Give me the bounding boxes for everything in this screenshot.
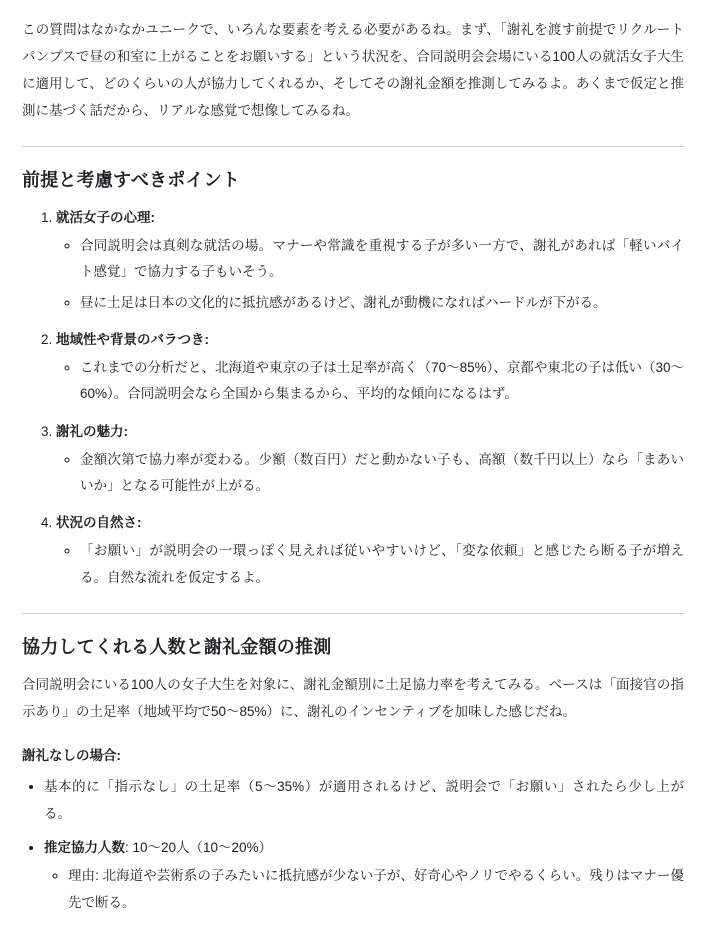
list-item [44, 835, 684, 916]
sub-list [44, 863, 684, 916]
estimate-list [22, 774, 684, 916]
list-item: ◦ 昼に土足は日本の文化的に抵抗感があるけど、謝礼が動機になればハードルが下がる。 [80, 290, 684, 316]
sub-list [56, 233, 684, 316]
list-item: ◦ 理由: 北海道や芸術系の子みたいに抵抗感が少ない子が、好奇心やノリでやるくらい。残りはマナー優先で断る。 [68, 863, 684, 916]
sub-list [56, 447, 684, 500]
list-item: ◦ 合同説明会は真剣な就活の場。マナーや常識を重視する子が多い一方で、謝礼があれば「軽いバイト感覚」で協力する子もいそう。 [80, 233, 684, 286]
premise-list [22, 204, 684, 591]
list-item [56, 418, 684, 500]
list-item-text: : 10〜20人（10〜20%） [125, 840, 273, 856]
list-item-text: 基本的に「指示なし」の土足率（5〜35%）が適用されるけど、説明会で「お願い」されたら少し上がる。 [44, 779, 684, 821]
list-item-heading: 就活女子の心理: [56, 210, 155, 225]
list-item-label: 推定協力人数 [44, 840, 125, 856]
list-item [44, 774, 684, 827]
section-2-heading: 協力してくれる人数と謝礼金額の推測 [22, 636, 332, 657]
section-2-subheading: 謝礼なしの場合: [22, 747, 121, 763]
list-item [56, 204, 684, 316]
list-item [56, 509, 684, 591]
sub-list [56, 538, 684, 591]
list-item-heading: 状況の自然さ: [56, 515, 142, 531]
list-item: ◦ これまでの分析だと、北海道や東京の子は土足率が高く（70〜85%）、京都や東北の子は低い（30〜60%）。合同説明会なら全国から集まるから、平均的な傾向になるはず。 [80, 355, 684, 408]
section-1-heading: 前提と考慮すべきポイント [22, 170, 241, 190]
list-item: ◦ 金額次第で協力率が変わる。少額（数百円）だと動かない子も、高額（数千円以上）なら「まあいいか」となる可能性が上がる。 [80, 447, 684, 500]
sub-list [56, 355, 684, 408]
list-item-heading: 地域性や背景のバラつき: [56, 331, 209, 347]
section-2-body: 合同説明会にいる100人の女子大生を対象に、謝礼金額別に土足協力率を考えてみる。ベースは「面接官の指示あり」の土足率（地域平均で50〜85%）に、謝礼のインセンティブを加味した感じだね。 [22, 676, 684, 719]
intro-paragraph: この質問はなかなかユニークで、いろんな要素を考える必要があるね。まず、「謝礼を渡す前提でリクルートパンプスで昼の和室に上がることをお願いする」という状況を、合同説明会会場にいる100人の就活女子大生に適用して、どのくらいの人が協力してくれるか、そしてその謝礼金額を推測してみるよ。あくまで仮定と推測に基づく話だから、リアルな感覚で想像してみるね。 [22, 22, 684, 118]
list-item [56, 326, 684, 408]
list-item: ◦ 「お願い」が説明会の一環っぽく見えれば従いやすいけど、「変な依頼」と感じたら断る子が増える。自然な流れを仮定するよ。 [80, 538, 684, 591]
section-divider-1 [22, 146, 684, 147]
list-item-heading: 謝礼の魅力: [56, 423, 128, 439]
section-divider-2 [22, 613, 684, 614]
